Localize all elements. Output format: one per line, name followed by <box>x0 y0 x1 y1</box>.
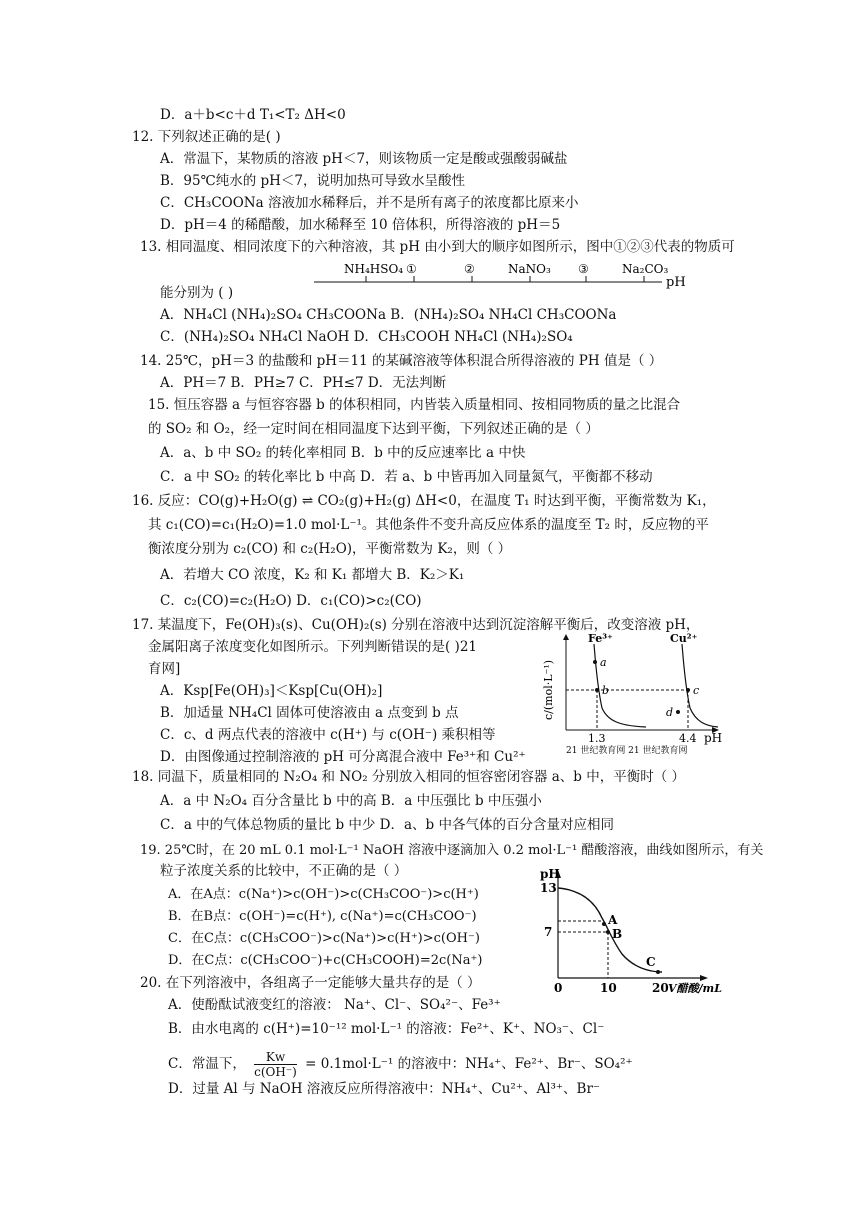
q20-option-b: B．由水电离的 c(H⁺)=10⁻¹² mol·L⁻¹ 的溶液：Fe²⁺、K⁺、NO₃⁻、Cl⁻ <box>168 1021 605 1037</box>
series-cu2-curve <box>682 644 718 727</box>
chart1-y-arrow <box>563 634 569 640</box>
chart1-tick-2: 4.4 <box>679 732 697 745</box>
q12-option-a: A．常温下，某物质的溶液 pH＜7，则该物质一定是酸或强酸弱碱盐 <box>160 151 568 167</box>
ph-order-scale <box>310 258 700 290</box>
q16-options-ab: A．若增大 CO 浓度，K₂ 和 K₁ 都增大 B．K₂＞K₁ <box>160 567 465 583</box>
q18-options-cd: C．a 中的气体总物质的量比 b 中少 D．a、b 中各气体的百分含量对应相同 <box>160 817 614 833</box>
ph-scale-label: NH₄HSO₄ <box>344 262 404 276</box>
titration-chart <box>530 866 730 998</box>
q13-options-cd: C．(NH₄)₂SO₄ NH₄Cl NaOH D．CH₃COOH NH₄Cl (NH₄)₂SO₄ <box>160 329 573 345</box>
q12-stem: 12. 下列叙述正确的是( ) <box>132 129 281 145</box>
q20-option-c-prefix: C．常温下， <box>168 1056 246 1072</box>
q19-option-d: D．在C点：c(CH₃COO⁻)+c(CH₃COOH)=2c(Na⁺) <box>168 953 483 968</box>
q14-options: A．PH＝7 B．PH≥7 C．PH≤7 D．无法判断 <box>160 375 447 391</box>
point-d <box>676 710 680 714</box>
ph-scale-label: ③ <box>578 262 589 276</box>
point-A <box>602 922 606 926</box>
series-fe3-label: Fe³⁺ <box>588 632 613 645</box>
point-C <box>656 970 660 974</box>
q12-option-b: B．95℃纯水的 pH＜7，说明加热可导致水呈酸性 <box>160 173 465 189</box>
q16-stem: 16. 反应：CO(g)+H₂O(g) ⇌ CO₂(g)+H₂(g) ΔH<0，在温度 T₁ 时达到平衡，平衡常数为 K₁， <box>132 493 716 509</box>
kw-numerator: Kw <box>254 1050 297 1065</box>
point-b-label: b <box>602 684 610 697</box>
q19-stem: 19. 25℃时，在 20 mL 0.1 mol·L⁻¹ NaOH 溶液中逐滴加入 0.2 mol·L⁻¹ 醋酸溶液，曲线如图所示，有关 <box>140 843 764 858</box>
point-B-label: B <box>612 927 623 941</box>
chart2-ylabel: pH <box>540 867 560 881</box>
q11-option-d: D．a＋b<c＋d T₁<T₂ ΔH<0 <box>160 107 346 123</box>
precipitation-chart <box>542 630 732 748</box>
q17-option-b: B．加适量 NH₄Cl 固体可使溶液由 a 点变到 b 点 <box>160 705 459 721</box>
kw-denominator: c(OH⁻) <box>254 1065 297 1079</box>
q19-option-b: B．在B点：c(OH⁻)=c(H⁺), c(Na⁺)=c(CH₃COO⁻) <box>168 909 477 924</box>
ph-scale-axis-label: pH <box>666 275 686 290</box>
q20-option-a: A．使酚酞试液变红的溶液： Na⁺、Cl⁻、SO₄²⁻、Fe³⁺ <box>168 997 501 1013</box>
q13-stem-2: 能分别为 ( ) <box>160 285 234 301</box>
point-b <box>595 688 599 692</box>
ph-scale-label: ② <box>464 262 475 276</box>
q12-option-d: D．pH＝4 的稀醋酸，加水稀释至 10 倍体积，所得溶液的 pH＝5 <box>160 217 561 233</box>
series-cu2-label: Cu²⁺ <box>670 632 698 645</box>
q20-option-c <box>168 1050 633 1079</box>
q19-option-a: A．在A点：c(Na⁺)>c(OH⁻)>c(CH₃COO⁻)>c(H⁺) <box>168 887 479 902</box>
point-a <box>593 660 597 664</box>
chart1-tick-1: 1.3 <box>588 732 606 745</box>
point-c <box>686 688 690 692</box>
q13-stem: 13. 相同温度、相同浓度下的六种溶液，其 pH 由小到大的顺序如图所示，图中①②③代表的物质可 <box>140 239 735 255</box>
point-C-label: C <box>646 955 656 969</box>
q14-stem: 14. 25℃，pH＝3 的盐酸和 pH＝11 的某碱溶液等体积混合所得溶液的 PH 值是（ ） <box>140 353 663 369</box>
q17-stem-3: 育网] <box>148 661 181 677</box>
q16-options-cd: C．c₂(CO)=c₂(H₂O) D．c₁(CO)>c₂(CO) <box>160 593 422 609</box>
chart2-xtick-20: 20 <box>652 981 669 995</box>
chart2-xtick-0: 0 <box>554 981 563 995</box>
q19-option-c: C．在C点：c(CH₃COO⁻)>c(Na⁺)>c(H⁺)>c(OH⁻) <box>168 931 480 946</box>
q17-watermark: 21 世纪教育网 21 世纪教育网 <box>566 746 688 756</box>
point-B <box>606 930 610 934</box>
q17-option-d: D．由图像通过控制溶液的 pH 可分离混合液中 Fe³⁺和 Cu²⁺ <box>160 749 526 765</box>
point-c-label: c <box>693 684 700 697</box>
q16-stem-3: 衡浓度分别为 c₂(CO) 和 c₂(H₂O)，平衡常数为 K₂，则（ ） <box>148 541 512 557</box>
point-A-label: A <box>608 913 618 927</box>
chart2-xlabel: V醋酸/mL <box>668 982 722 995</box>
kw-fraction <box>254 1050 297 1079</box>
q17-option-a: A．Ksp[Fe(OH)₃]＜Ksp[Cu(OH)₂] <box>160 683 383 699</box>
q15-stem-2: 的 SO₂ 和 O₂，经一定时间在相同温度下达到平衡，下列叙述正确的是（ ） <box>148 421 599 437</box>
ph-scale-label: NaNO₃ <box>508 262 551 276</box>
chart2-xtick-10: 10 <box>600 981 617 995</box>
q18-stem: 18. 同温下，质量相同的 N₂O₄ 和 NO₂ 分别放入相同的恒容密闭容器 a、b 中，平衡时（ ） <box>132 769 685 785</box>
chart2-x-arrow <box>700 975 708 981</box>
q15-options-cd: C．a 中 SO₂ 的转化率比 b 中高 D．若 a、b 中皆再加入同量氮气，平衡都不移动 <box>160 469 653 485</box>
q17-option-c: C．c、d 两点代表的溶液中 c(H⁺) 与 c(OH⁻) 乘积相等 <box>160 727 496 743</box>
q17-stem-2: 金属阳离子浓度变化如图所示。下列判断错误的是( )21 <box>148 639 478 655</box>
q13-options-ab: A．NH₄Cl (NH₄)₂SO₄ CH₃COONa B．(NH₄)₂SO₄ NH₄Cl CH₃COONa <box>160 307 617 323</box>
q17-stem: 17. 某温度下，Fe(OH)₃(s)、Cu(OH)₂(s) 分别在溶液中达到沉淀溶解平衡后，改变溶液 pH， <box>132 617 700 633</box>
q16-stem-2: 其 c₁(CO)=c₁(H₂O)=1.0 mol·L⁻¹。其他条件不变升高反应体系的温度至 T₂ 时，反应物的平 <box>148 517 709 533</box>
q18-options-ab: A．a 中 N₂O₄ 百分含量比 b 中的高 B．a 中压强比 b 中压强小 <box>160 793 542 809</box>
q20-option-d: D．过量 Al 与 NaOH 溶液反应所得溶液中：NH₄⁺、Cu²⁺、Al³⁺、Br⁻ <box>168 1081 601 1097</box>
chart2-ytick-7: 7 <box>544 925 553 939</box>
point-a-label: a <box>600 656 607 669</box>
q20-option-c-suffix: = 0.1mol·L⁻¹ 的溶液中：NH₄⁺、Fe²⁺、Br⁻、SO₄²⁺ <box>305 1056 633 1072</box>
chart1-ylabel: c/(mol·L⁻¹) <box>542 659 555 721</box>
chart2-ytick-13: 13 <box>540 881 557 895</box>
q12-option-c: C．CH₃COONa 溶液加水稀释后，并不是所有离子的浓度都比原来小 <box>160 195 579 211</box>
q20-stem: 20. 在下列溶液中，各组离子一定能够大量共存的是（ ） <box>140 975 481 991</box>
ph-scale-label: Na₂CO₃ <box>622 262 669 276</box>
ph-scale-label: ① <box>406 262 417 276</box>
q15-options-ab: A．a、b 中 SO₂ 的转化率相同 B．b 中的反应速率比 a 中快 <box>160 445 526 461</box>
point-d-label: d <box>666 706 674 719</box>
chart1-xlabel: pH <box>704 731 723 745</box>
q15-stem: 15. 恒压容器 a 与恒容容器 b 的体积相同，内皆装入质量相同、按相同物质的量之比混合 <box>148 397 681 413</box>
q19-stem-2: 粒子浓度关系的比较中，不正确的是（ ） <box>160 863 408 879</box>
